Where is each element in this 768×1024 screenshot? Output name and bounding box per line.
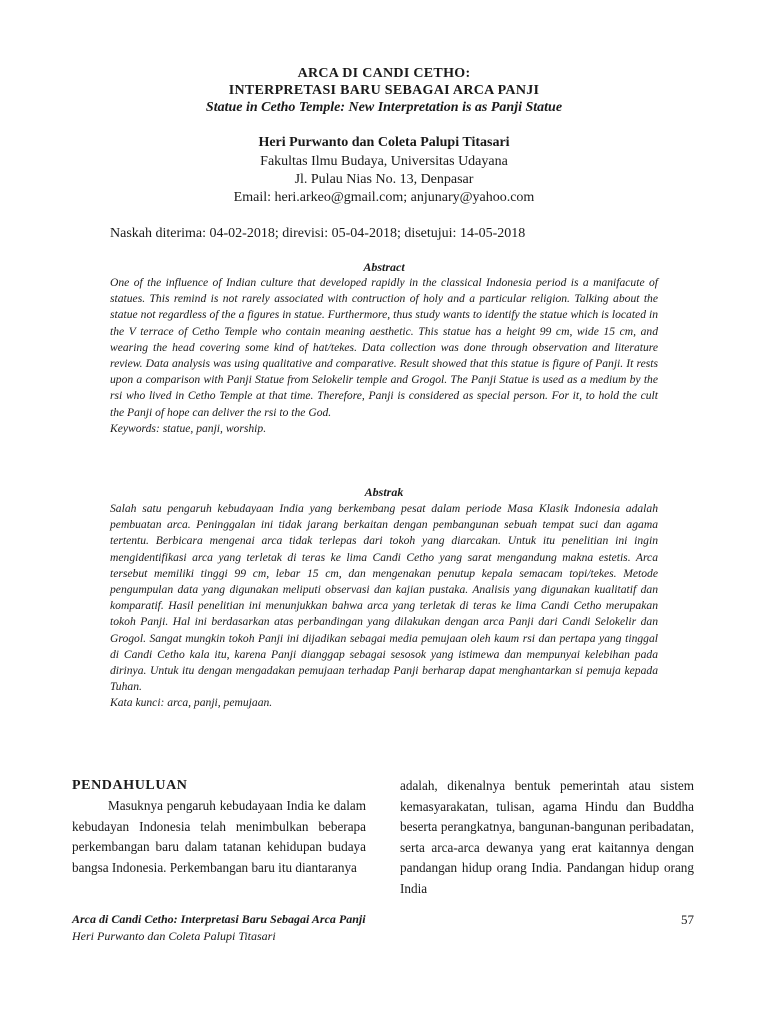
title-english: Statue in Cetho Temple: New Interpretation is as Panji Statue [205,100,563,115]
abstract-english [110,275,658,437]
address: Jl. Pulau Nias No. 13, Denpasar [294,172,474,187]
running-authors: Heri Purwanto dan Coleta Palupi Titasari [72,929,276,943]
abstract-heading: Abstract [363,260,405,274]
authors: Heri Purwanto dan Coleta Palupi Titasari [258,135,510,150]
section-heading: PENDAHULUAN [72,778,188,793]
abstrak-heading: Abstrak [364,485,404,499]
submission-dates: Naskah diterima: 04-02-2018; direvisi: 05-04-2018; disetujui: 14-05-2018 [110,226,526,241]
email: Email: heri.arkeo@gmail.com; anjunary@yahoo.com [233,190,535,205]
right-column [400,776,694,899]
title-line-1: ARCA DI CANDI CETHO: [297,66,471,81]
running-title: Arca di Candi Cetho: Interpretasi Baru Sebagai Arca Panji [72,912,366,926]
title-line-2: INTERPRETASI BARU SEBAGAI ARCA PANJI [228,83,540,98]
intro-paragraph-left: Masuknya pengaruh kebudayaan India ke dalam kebudayan Indonesia telah menimbulkan beberapa perkembangan baru dalam tatanan kehidupan budaya bangsa Indonesia. Perkembangan baru itu diantaranya [72,798,366,875]
kata-kunci: Kata kunci: arca, panji, pemujaan. [110,696,273,710]
abstrak-body: Salah satu pengaruh kebudayaan India yang berkembang pesat dalam periode Masa Klasik Indonesia adalah pembuatan arca. Peninggalan ini tidak jarang berkaitan dengan pembangunan sebuah tempat suci dan agama tertentu. Berbicara mengenai arca tidak terlepas dari tokoh yang diarcakan. Untuk itu penelitian ini ingin mengidentifikasi arca yang terletak di teras ke lima Candi Cetho yang sarat mengandung makna estetis. Arca tersebut memiliki tinggi 99 cm, lebar 15 cm, dan mengenakan penutup kepala semacam topi/tekes. Metode pengumpulan data yang digunakan meliputi observasi dan kajian pustaka. Analisis yang digunakan kualitatif dan komparatif. Hasil penelitian ini menunjukkan bahwa arca yang terletak di teras ke lima Candi Cetho merupakan tokoh Panji. Hal ini berdasarkan atas perbandingan yang dilakukan dengan arca Panji dari Candi Selokelir dan Grogol. Sangat mungkin tokoh Panji ini dijadikan sebagai media pemujaan oleh kaum rsi dan pertapa yang tinggal di Candi Cetho kala itu, karena Panji dianggap sebagai sesosok yang istimewa dan mempunyai kelebihan pada dirinya. Untuk itu dengan mengadakan pemujaan terhadap Panji berharap dapat menghantarkan si pemuja kepada Tuhan. [110,502,658,694]
keywords: Keywords: statue, panji, worship. [110,421,267,435]
affiliation: Fakultas Ilmu Budaya, Universitas Udayana [260,154,508,169]
abstract-body: One of the influence of Indian culture that developed rapidly in the classical Indonesia period is a manifacute of statues. This remind is not rarely associated with contruction of holy and a particular religion. Talking about the statue not regardless of the a figures in statue. Furthermore, thus study wants to identify the statue which is located in the V terrace of Cetho Temple who contain meaning aesthetic. This statue has a height 99 cm, wide 15 cm, and wearing the head covering some kind of hat/tekes. Data collection was done through observation and literature review. Data analysis was using qualitative and comparative. Result showed that this statue is figure of Panji. It rests upon a comparison with Panji Statue from Selokelir temple and Grogol. The Panji Statue is used as a medium by the rsi who lived in Cetho Temple at that time. Therefore, Panji is considered as special person. For it, to hold the cult the Panji of hope can deliver the rsi to the God. [110,276,658,419]
page-number: 57 [681,912,694,927]
intro-paragraph-right: adalah, dikenalnya bentuk pemerintah atau sistem kemasyarakatan, tulisan, agama Hindu dan Buddha beserta perangkatnya, bangunan-bangunan peribadatan, serta arca-arca dewanya yang erat kaitannya dengan pandangan hidup orang India. Pandangan hidup orang India [400,778,694,896]
abstract-indonesian [110,501,658,712]
left-column [72,776,366,878]
